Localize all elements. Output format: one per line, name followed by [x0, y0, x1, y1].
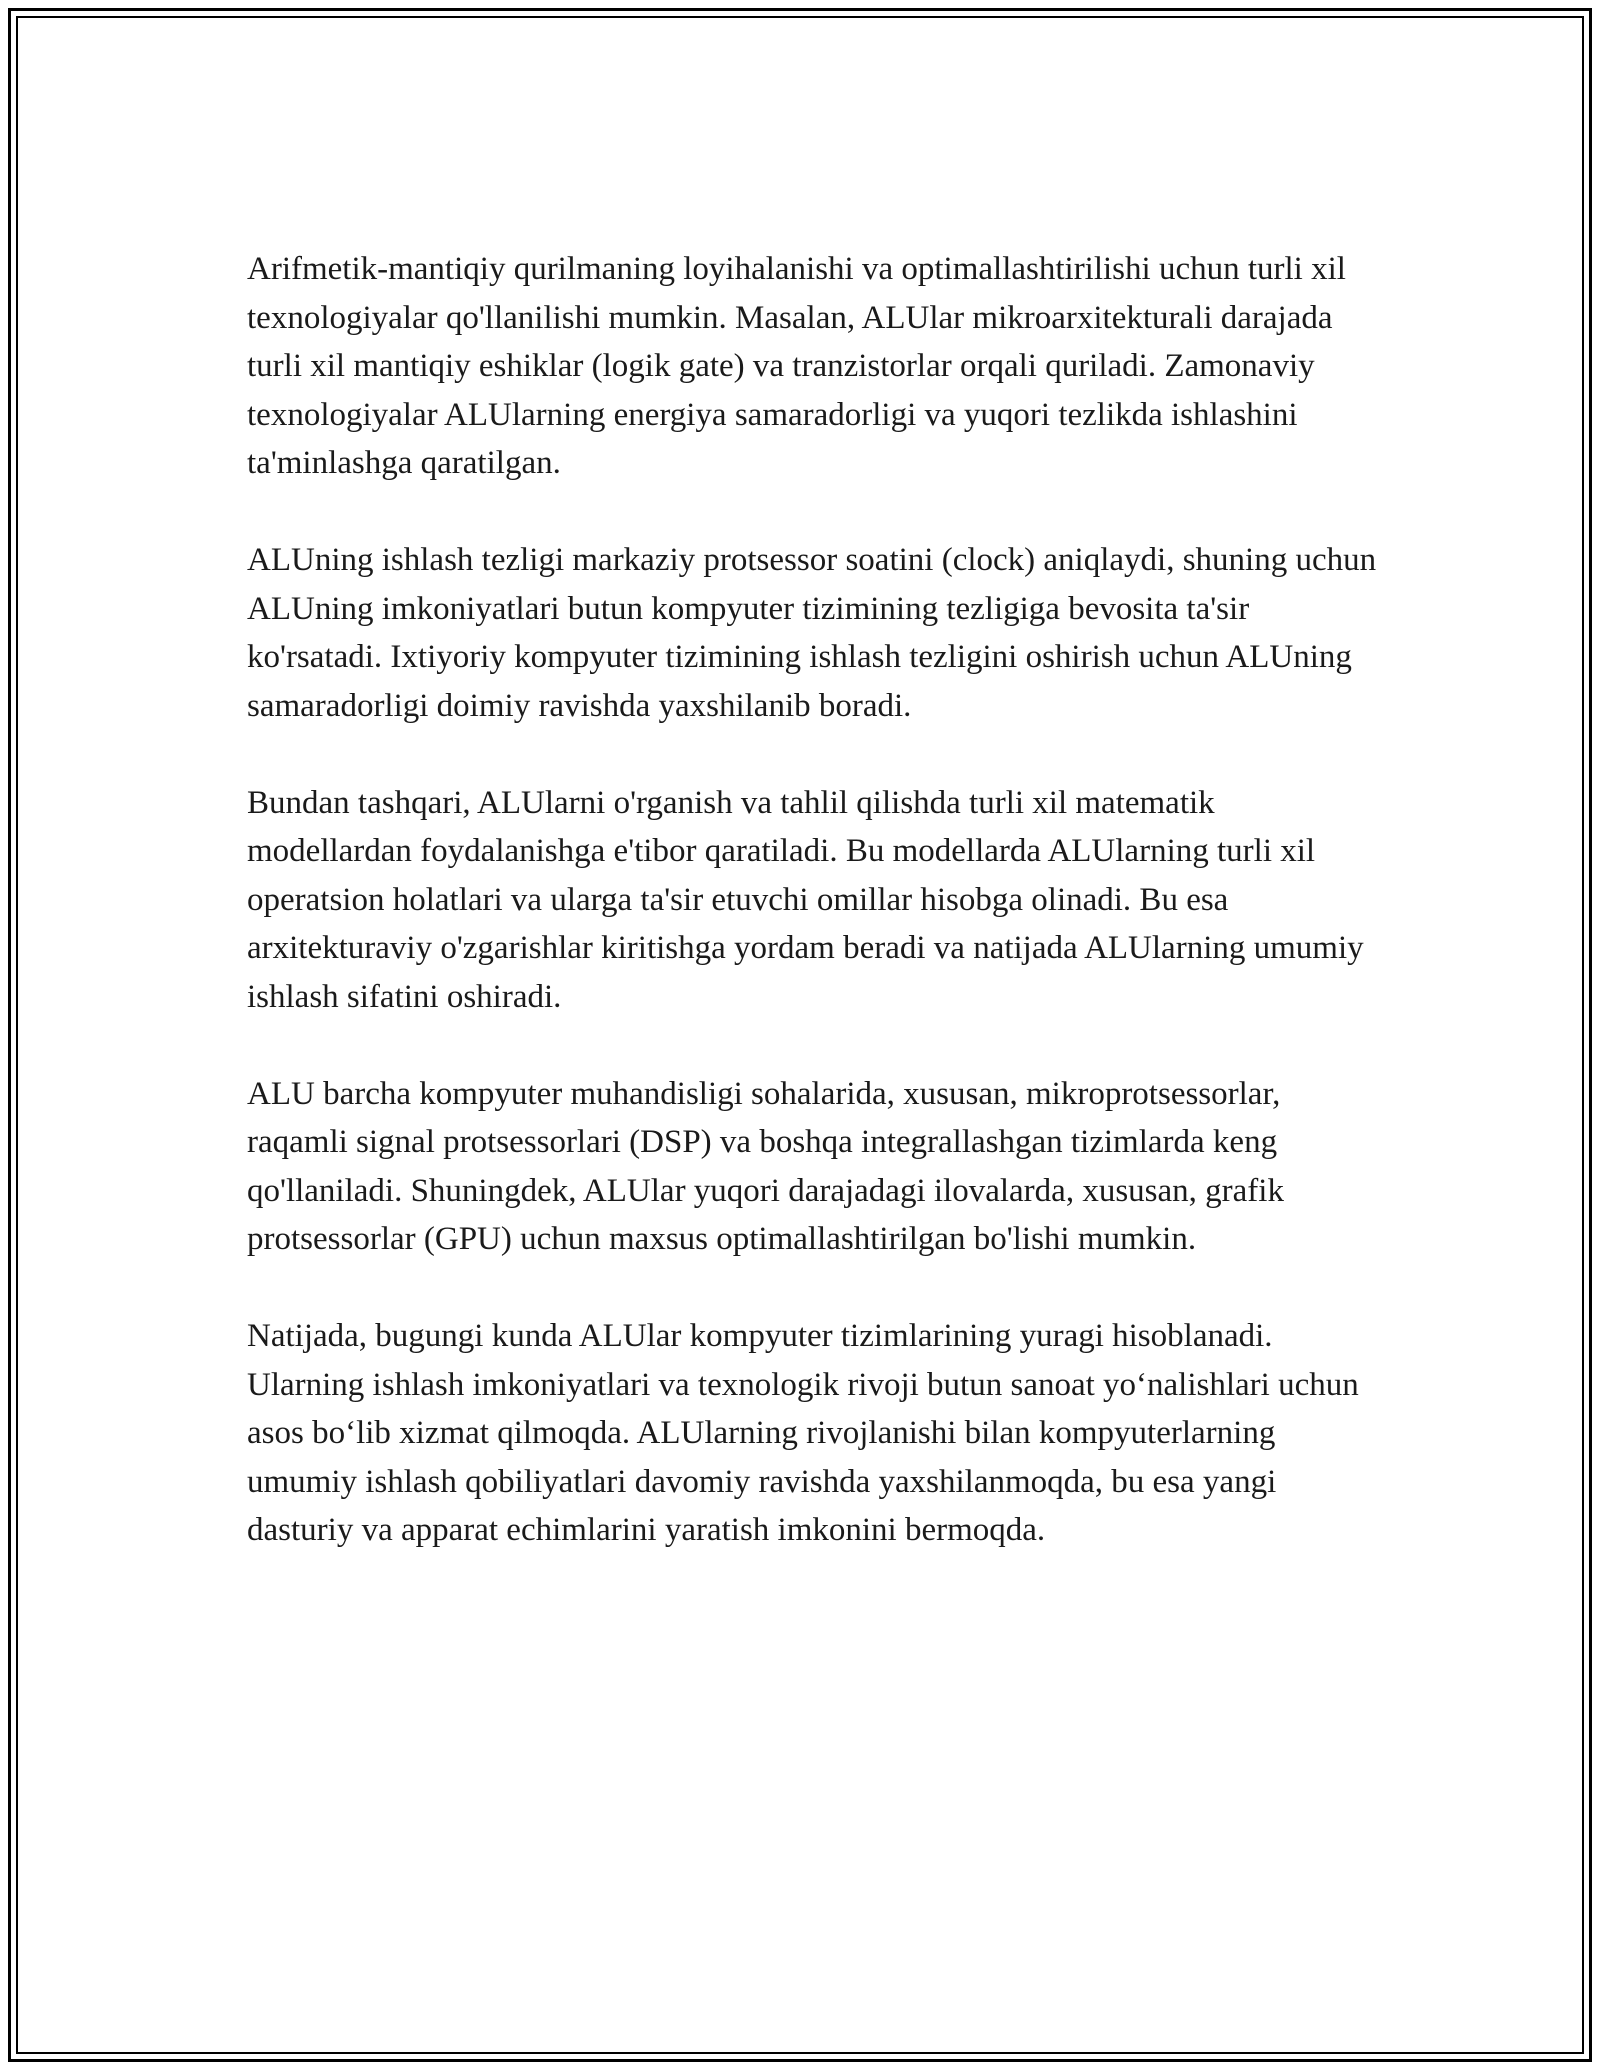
- document-body: [247, 245, 1387, 1555]
- page-frame: [8, 8, 1592, 2062]
- paragraph-5: Natijada, bugungi kunda ALUlar kompyuter tizimlarining yuragi hisoblanadi. Ularning ishlash imkoniyatlari va texnologik rivoji butun sanoat yo‘nalishlari uchun asos bo‘lib xizmat qilmoqda. ALUlarning rivojlanishi bilan kompyuterlarning umumiy ishlash qobiliyatlari davomiy ravishda yaxshilanmoqda, bu esa yangi dasturiy va apparat echimlarini yaratish imkonini bermoqda.: [247, 1318, 1359, 1548]
- paragraph-2: ALUning ishlash tezligi markaziy protsessor soatini (clock) aniqlaydi, shuning uchun ALUning imkoniyatlari butun kompyuter tizimining tezligiga bevosita ta'sir ko'rsatadi. Ixtiyoriy kompyuter tizimining ishlash tezligini oshirish uchun ALUning samaradorligi doimiy ravishda yaxshilanib boradi.: [247, 542, 1377, 724]
- paragraph-4: ALU barcha kompyuter muhandisligi sohalarida, xususan, mikroprotsessorlar, raqamli signal protsessorlari (DSP) va boshqa integrallashgan tizimlarda keng qo'llaniladi. Shuningdek, ALUlar yuqori darajadagi ilovalarda, xususan, grafik protsessorlar (GPU) uchun maxsus optimallashtirilgan bo'lishi mumkin.: [247, 1075, 1284, 1257]
- paragraph-3: Bundan tashqari, ALUlarni o'rganish va tahlil qilishda turli xil matematik modellardan foydalanishga e'tibor qaratiladi. Bu modellarda ALUlarning turli xil operatsion holatlari va ularga ta'sir etuvchi omillar hisobga olinadi. Bu esa arxitekturaviy o'zgarishlar kiritishga yordam beradi va natijada ALUlarning umumiy ishlash sifatini oshiradi.: [247, 784, 1364, 1015]
- paragraph-1: Arifmetik-mantiqiy qurilmaning loyihalanishi va optimallashtirilishi uchun turli xil texnologiyalar qo'llanilishi mumkin. Masalan, ALUlar mikroarxitekturali darajada turli xil mantiqiy eshiklar (logik gate) va tranzistorlar orqali quriladi. Zamonaviy texnologiyalar ALUlarning energiya samaradorligi va yuqori tezlikda ishlashini ta'minlashga qaratilgan.: [247, 251, 1346, 481]
